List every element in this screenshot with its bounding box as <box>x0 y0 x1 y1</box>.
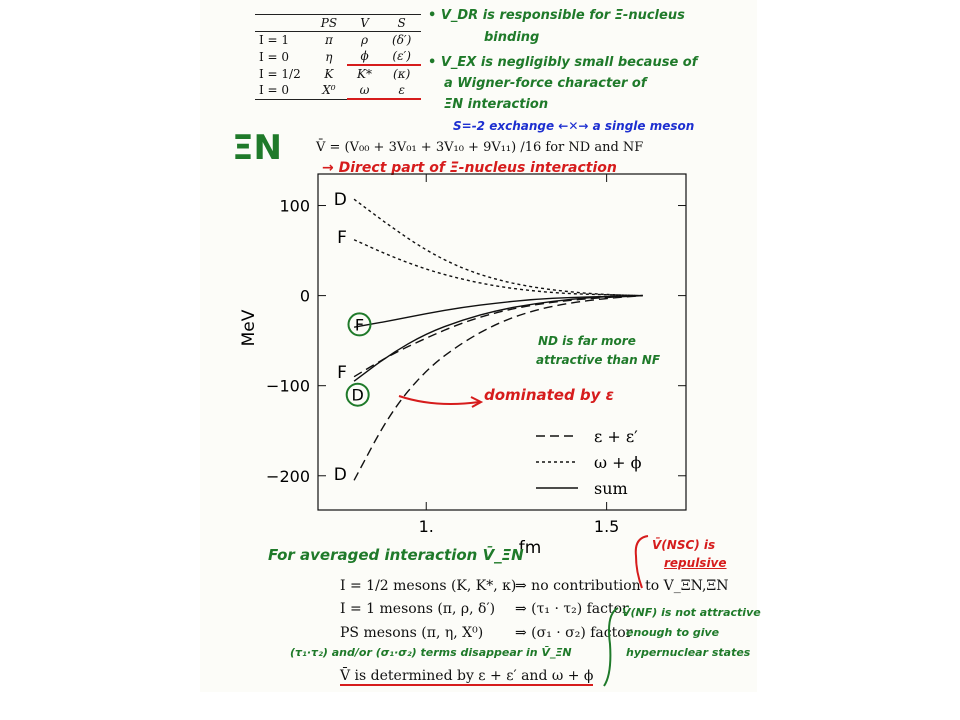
circled-curve-label: F <box>354 315 365 335</box>
table-cell: I = 1 <box>259 33 290 47</box>
note-vex: • V_EX is negligibly small because of <box>428 55 698 70</box>
xi-n-label: ΞN <box>232 128 282 168</box>
meson-table-header <box>255 15 421 32</box>
x-tick-label: 1. <box>418 517 434 536</box>
conclusion: V̄ is determined by ε + ε′ and ω + ϕ <box>340 668 594 684</box>
table-cell: η <box>325 49 333 64</box>
nd-note-2: attractive than NF <box>536 353 661 367</box>
red-note-1: V̄(NSC) is <box>652 538 716 552</box>
curve-label: D <box>333 464 347 485</box>
formula: V̄ = (V₀₀ + 3V₀₁ + 3V₁₀ + 9V₁₁) /16 for ND and NF <box>316 140 644 155</box>
line-ps: PS mesons (π, η, X⁰) <box>340 625 484 641</box>
legend-label: ε + ε′ <box>594 427 638 446</box>
series-line <box>354 296 643 328</box>
header-blank <box>255 15 311 32</box>
series-line <box>354 199 643 295</box>
table-cell: (ε′) <box>382 48 421 65</box>
y-tick-label: 100 <box>279 196 310 216</box>
direct-part-note: → Direct part of Ξ-nucleus interaction <box>322 160 617 176</box>
y-axis-label: MeV <box>239 309 259 347</box>
table-cell: (κ) <box>393 67 411 81</box>
terms-disappear: (τ₁·τ₂) and/or (σ₁·σ₂) terms disappear in V̄_ΞN <box>290 646 572 659</box>
line-isospin-one: I = 1 mesons (π, ρ, δ′) <box>340 601 496 617</box>
table-cell: ε <box>382 82 421 99</box>
red-brace <box>628 532 652 592</box>
y-tick-label: −100 <box>266 376 310 396</box>
header-s: S <box>397 16 406 30</box>
curve-label: F <box>337 363 347 384</box>
nd-note-1: ND is far more <box>538 334 636 348</box>
x-axis-label: fm <box>518 538 542 558</box>
note-wigner: a Wigner-force character of <box>444 76 647 91</box>
table-cell: (δ′) <box>392 33 412 47</box>
meson-table <box>255 14 421 100</box>
green-note-3: hypernuclear states <box>626 646 751 659</box>
line-isospin-half: I = 1/2 mesons (K, K*, κ) <box>340 578 517 594</box>
red-arrow <box>395 388 485 412</box>
table-row <box>255 32 421 49</box>
note-binding: binding <box>484 30 540 45</box>
green-note-2: enough to give <box>626 626 720 639</box>
curve-label: D <box>333 190 347 211</box>
table-cell: ω <box>347 82 382 99</box>
table-row <box>255 82 421 99</box>
table-cell: I = 1/2 <box>259 66 301 81</box>
note-vdr: • V_DR is responsible for Ξ-nucleus <box>428 8 685 23</box>
table-cell: ρ <box>361 33 369 47</box>
table-cell: X⁰ <box>322 83 336 98</box>
legend-label: ω + ϕ <box>594 453 642 472</box>
line-ps-result: ⇒ (σ₁ · σ₂) factor <box>515 625 633 641</box>
table-cell: ϕ <box>347 48 382 65</box>
green-brace <box>600 604 624 690</box>
table-cell: K* <box>357 67 373 81</box>
line-isospin-half-result: ⇒ no contribution to V_ΞN,ΞN <box>515 578 729 594</box>
averaged-title: For averaged interaction V̄_ΞN <box>268 546 524 564</box>
table-row <box>255 48 421 65</box>
red-note-2: repulsive <box>664 556 727 570</box>
circled-curve-label: D <box>351 385 364 405</box>
line-isospin-one-result: ⇒ (τ₁ · τ₂) factor <box>515 601 629 617</box>
curve-label: F <box>337 228 347 249</box>
y-tick-label: −200 <box>266 466 310 486</box>
table-cell: I = 0 <box>259 83 290 98</box>
note-s2-exchange: S=-2 exchange ←✕→ a single meson <box>453 119 695 133</box>
header-ps: PS <box>320 16 338 30</box>
dominated-note: dominated by ε <box>484 386 615 404</box>
note-xin-interaction: ΞN interaction <box>444 97 549 112</box>
green-note-1: V̄(NF) is not attractive <box>622 606 761 619</box>
table-row <box>255 65 421 82</box>
y-tick-label: 0 <box>299 286 310 306</box>
series-line <box>354 240 643 296</box>
table-cell: K <box>324 66 334 81</box>
header-v: V <box>360 16 369 30</box>
x-tick-label: 1.5 <box>593 517 620 536</box>
table-cell: π <box>324 33 333 47</box>
table-cell: I = 0 <box>259 49 290 64</box>
legend-label: sum <box>594 479 628 498</box>
